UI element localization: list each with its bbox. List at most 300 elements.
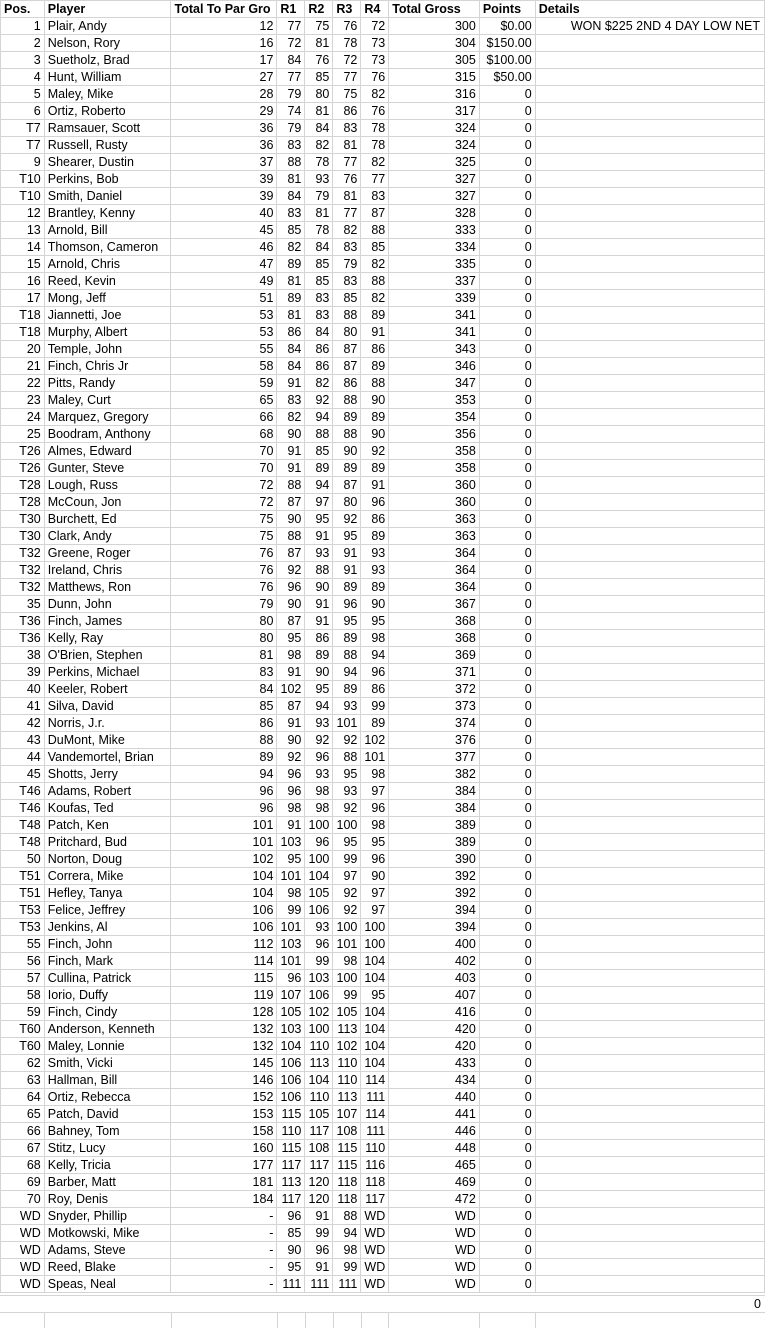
details-cell[interactable] — [535, 426, 764, 443]
details-cell[interactable] — [535, 953, 764, 970]
to-par-cell[interactable]: 102 — [171, 851, 277, 868]
r2-cell[interactable]: 75 — [305, 18, 333, 35]
player-cell[interactable]: DuMont, Mike — [44, 732, 171, 749]
player-cell[interactable]: Temple, John — [44, 341, 171, 358]
r4-cell[interactable]: 92 — [361, 443, 389, 460]
r2-cell[interactable]: 92 — [305, 392, 333, 409]
pos-cell[interactable]: T30 — [1, 528, 45, 545]
pos-cell[interactable]: T51 — [1, 885, 45, 902]
points-cell[interactable]: 0 — [479, 834, 535, 851]
r4-cell[interactable]: 82 — [361, 154, 389, 171]
pos-cell[interactable]: T51 — [1, 868, 45, 885]
details-cell[interactable] — [535, 970, 764, 987]
player-cell[interactable]: Maley, Curt — [44, 392, 171, 409]
to-par-cell[interactable]: 72 — [171, 494, 277, 511]
pos-cell[interactable]: 14 — [1, 239, 45, 256]
points-cell[interactable]: $50.00 — [479, 69, 535, 86]
gross-cell[interactable]: 392 — [389, 885, 480, 902]
r1-cell[interactable]: 95 — [277, 1259, 305, 1276]
r1-cell[interactable]: 98 — [277, 885, 305, 902]
to-par-cell[interactable]: 128 — [171, 1004, 277, 1021]
pos-cell[interactable]: 38 — [1, 647, 45, 664]
to-par-cell[interactable]: 37 — [171, 154, 277, 171]
r1-cell[interactable]: 98 — [277, 800, 305, 817]
gross-cell[interactable]: 376 — [389, 732, 480, 749]
player-cell[interactable]: Silva, David — [44, 698, 171, 715]
r4-cell[interactable]: 95 — [361, 834, 389, 851]
to-par-cell[interactable]: 115 — [171, 970, 277, 987]
r3-cell[interactable]: 93 — [333, 698, 361, 715]
r3-cell[interactable]: 115 — [333, 1140, 361, 1157]
points-cell[interactable]: 0 — [479, 800, 535, 817]
gross-cell[interactable]: 304 — [389, 35, 480, 52]
r3-cell[interactable]: 99 — [333, 987, 361, 1004]
to-par-cell[interactable]: 17 — [171, 52, 277, 69]
r2-cell[interactable]: 93 — [305, 171, 333, 188]
details-cell[interactable] — [535, 698, 764, 715]
r1-cell[interactable]: 101 — [277, 919, 305, 936]
r3-cell[interactable]: 85 — [333, 290, 361, 307]
r1-cell[interactable]: 79 — [277, 120, 305, 137]
r2-cell[interactable]: 95 — [305, 511, 333, 528]
r4-cell[interactable]: 104 — [361, 953, 389, 970]
r1-cell[interactable]: 83 — [277, 137, 305, 154]
r4-cell[interactable]: 86 — [361, 341, 389, 358]
r3-cell[interactable]: 110 — [333, 1072, 361, 1089]
to-par-cell[interactable]: 84 — [171, 681, 277, 698]
r3-cell[interactable]: 96 — [333, 596, 361, 613]
points-cell[interactable]: 0 — [479, 1123, 535, 1140]
gross-cell[interactable]: 374 — [389, 715, 480, 732]
r3-cell[interactable]: 83 — [333, 273, 361, 290]
r1-cell[interactable]: 98 — [277, 647, 305, 664]
r2-cell[interactable]: 84 — [305, 239, 333, 256]
points-cell[interactable]: 0 — [479, 1106, 535, 1123]
points-cell[interactable]: 0 — [479, 86, 535, 103]
r2-cell[interactable]: 85 — [305, 273, 333, 290]
pos-cell[interactable]: WD — [1, 1259, 45, 1276]
pos-cell[interactable]: 68 — [1, 1157, 45, 1174]
r2-cell[interactable]: 89 — [305, 460, 333, 477]
r2-cell[interactable]: 91 — [305, 596, 333, 613]
details-cell[interactable] — [535, 1089, 764, 1106]
r2-cell[interactable]: 104 — [305, 1072, 333, 1089]
r2-cell[interactable]: 98 — [305, 800, 333, 817]
gross-cell[interactable]: 347 — [389, 375, 480, 392]
gross-cell[interactable]: WD — [389, 1225, 480, 1242]
pos-cell[interactable]: T46 — [1, 800, 45, 817]
details-cell[interactable] — [535, 35, 764, 52]
pos-cell[interactable]: 12 — [1, 205, 45, 222]
player-cell[interactable]: Adams, Robert — [44, 783, 171, 800]
player-cell[interactable]: Pitts, Randy — [44, 375, 171, 392]
r4-cell[interactable]: 91 — [361, 477, 389, 494]
gross-cell[interactable]: 324 — [389, 137, 480, 154]
pos-cell[interactable]: 2 — [1, 35, 45, 52]
r3-cell[interactable]: 89 — [333, 409, 361, 426]
r3-cell[interactable]: 118 — [333, 1191, 361, 1208]
r4-cell[interactable]: 85 — [361, 239, 389, 256]
details-cell[interactable] — [535, 1208, 764, 1225]
pos-cell[interactable]: 24 — [1, 409, 45, 426]
player-cell[interactable]: Anderson, Kenneth — [44, 1021, 171, 1038]
player-cell[interactable]: Maley, Mike — [44, 86, 171, 103]
to-par-cell[interactable]: 36 — [171, 137, 277, 154]
gross-cell[interactable]: 465 — [389, 1157, 480, 1174]
r2-cell[interactable]: 81 — [305, 35, 333, 52]
to-par-cell[interactable]: 76 — [171, 545, 277, 562]
r3-cell[interactable]: 108 — [333, 1123, 361, 1140]
gross-cell[interactable]: 446 — [389, 1123, 480, 1140]
details-cell[interactable] — [535, 171, 764, 188]
to-par-cell[interactable]: 112 — [171, 936, 277, 953]
r2-cell[interactable]: 120 — [305, 1191, 333, 1208]
r2-cell[interactable]: 117 — [305, 1123, 333, 1140]
r1-cell[interactable]: 104 — [277, 1038, 305, 1055]
r3-cell[interactable]: 89 — [333, 579, 361, 596]
r1-cell[interactable]: 87 — [277, 613, 305, 630]
to-par-cell[interactable]: 80 — [171, 613, 277, 630]
r1-cell[interactable]: 87 — [277, 545, 305, 562]
details-cell[interactable] — [535, 800, 764, 817]
r4-cell[interactable]: WD — [361, 1225, 389, 1242]
details-cell[interactable] — [535, 919, 764, 936]
r2-cell[interactable]: 88 — [305, 562, 333, 579]
r4-cell[interactable]: 96 — [361, 851, 389, 868]
r4-cell[interactable]: 88 — [361, 375, 389, 392]
to-par-cell[interactable]: 146 — [171, 1072, 277, 1089]
player-cell[interactable]: Mong, Jeff — [44, 290, 171, 307]
to-par-cell[interactable]: 104 — [171, 868, 277, 885]
points-cell[interactable]: 0 — [479, 239, 535, 256]
r3-cell[interactable]: 118 — [333, 1174, 361, 1191]
to-par-cell[interactable]: 28 — [171, 86, 277, 103]
details-cell[interactable] — [535, 817, 764, 834]
points-cell[interactable]: 0 — [479, 970, 535, 987]
r1-cell[interactable]: 96 — [277, 579, 305, 596]
pos-cell[interactable]: 9 — [1, 154, 45, 171]
pos-cell[interactable]: 15 — [1, 256, 45, 273]
details-cell[interactable] — [535, 1140, 764, 1157]
gross-cell[interactable]: 400 — [389, 936, 480, 953]
r4-cell[interactable]: 76 — [361, 69, 389, 86]
details-cell[interactable] — [535, 103, 764, 120]
r3-cell[interactable]: 100 — [333, 919, 361, 936]
r3-cell[interactable]: 115 — [333, 1157, 361, 1174]
to-par-cell[interactable]: 53 — [171, 307, 277, 324]
points-cell[interactable]: 0 — [479, 171, 535, 188]
r2-cell[interactable]: 97 — [305, 494, 333, 511]
player-cell[interactable]: Ortiz, Rebecca — [44, 1089, 171, 1106]
pos-cell[interactable]: 62 — [1, 1055, 45, 1072]
pos-cell[interactable]: 42 — [1, 715, 45, 732]
to-par-cell[interactable]: 158 — [171, 1123, 277, 1140]
player-cell[interactable]: Vandemortel, Brian — [44, 749, 171, 766]
details-cell[interactable] — [535, 732, 764, 749]
pos-cell[interactable]: T30 — [1, 511, 45, 528]
pos-cell[interactable]: 20 — [1, 341, 45, 358]
r2-cell[interactable]: 84 — [305, 324, 333, 341]
r1-cell[interactable]: 92 — [277, 562, 305, 579]
r4-cell[interactable]: 82 — [361, 256, 389, 273]
r2-cell[interactable]: 82 — [305, 375, 333, 392]
player-cell[interactable]: Jenkins, Al — [44, 919, 171, 936]
player-cell[interactable]: Shearer, Dustin — [44, 154, 171, 171]
details-cell[interactable] — [535, 137, 764, 154]
r1-cell[interactable]: 95 — [277, 851, 305, 868]
points-cell[interactable]: 0 — [479, 477, 535, 494]
r1-cell[interactable]: 107 — [277, 987, 305, 1004]
gross-cell[interactable]: 384 — [389, 783, 480, 800]
player-cell[interactable]: Roy, Denis — [44, 1191, 171, 1208]
details-cell[interactable] — [535, 1225, 764, 1242]
player-cell[interactable]: Arnold, Chris — [44, 256, 171, 273]
points-cell[interactable]: 0 — [479, 120, 535, 137]
pos-cell[interactable]: T28 — [1, 494, 45, 511]
points-cell[interactable]: 0 — [479, 188, 535, 205]
r1-cell[interactable]: 85 — [277, 222, 305, 239]
points-cell[interactable]: 0 — [479, 545, 535, 562]
r2-cell[interactable]: 110 — [305, 1089, 333, 1106]
r1-cell[interactable]: 106 — [277, 1089, 305, 1106]
pos-cell[interactable]: 16 — [1, 273, 45, 290]
r4-cell[interactable]: 82 — [361, 86, 389, 103]
to-par-cell[interactable]: 59 — [171, 375, 277, 392]
r4-cell[interactable]: 104 — [361, 970, 389, 987]
r3-cell[interactable]: 111 — [333, 1276, 361, 1293]
player-cell[interactable]: Koufas, Ted — [44, 800, 171, 817]
player-cell[interactable]: Correra, Mike — [44, 868, 171, 885]
r1-cell[interactable]: 103 — [277, 1021, 305, 1038]
player-cell[interactable]: Finch, James — [44, 613, 171, 630]
r1-cell[interactable]: 105 — [277, 1004, 305, 1021]
player-cell[interactable]: Stitz, Lucy — [44, 1140, 171, 1157]
r4-cell[interactable]: 95 — [361, 987, 389, 1004]
r3-cell[interactable]: 110 — [333, 1055, 361, 1072]
r2-cell[interactable]: 90 — [305, 664, 333, 681]
gross-cell[interactable]: 363 — [389, 511, 480, 528]
points-cell[interactable]: 0 — [479, 290, 535, 307]
player-cell[interactable]: Ireland, Chris — [44, 562, 171, 579]
details-cell[interactable] — [535, 511, 764, 528]
points-cell[interactable]: 0 — [479, 1157, 535, 1174]
pos-cell[interactable]: T28 — [1, 477, 45, 494]
r4-cell[interactable]: 93 — [361, 562, 389, 579]
points-cell[interactable]: 0 — [479, 1276, 535, 1293]
points-cell[interactable]: 0 — [479, 1072, 535, 1089]
player-cell[interactable]: Shotts, Jerry — [44, 766, 171, 783]
to-par-cell[interactable]: 101 — [171, 817, 277, 834]
r2-cell[interactable]: 81 — [305, 103, 333, 120]
gross-cell[interactable]: 333 — [389, 222, 480, 239]
points-cell[interactable]: 0 — [479, 613, 535, 630]
r3-cell[interactable]: 89 — [333, 460, 361, 477]
r4-cell[interactable]: 104 — [361, 1021, 389, 1038]
r3-cell[interactable]: 72 — [333, 52, 361, 69]
r4-cell[interactable]: 114 — [361, 1072, 389, 1089]
to-par-cell[interactable]: - — [171, 1208, 277, 1225]
r2-cell[interactable]: 108 — [305, 1140, 333, 1157]
r2-cell[interactable]: 102 — [305, 1004, 333, 1021]
points-cell[interactable]: 0 — [479, 919, 535, 936]
details-cell[interactable] — [535, 749, 764, 766]
gross-cell[interactable]: 328 — [389, 205, 480, 222]
to-par-cell[interactable]: 132 — [171, 1038, 277, 1055]
gross-cell[interactable]: 327 — [389, 188, 480, 205]
gross-cell[interactable]: 394 — [389, 902, 480, 919]
r2-cell[interactable]: 95 — [305, 681, 333, 698]
details-cell[interactable] — [535, 222, 764, 239]
r4-cell[interactable]: WD — [361, 1208, 389, 1225]
r2-cell[interactable]: 106 — [305, 987, 333, 1004]
header-total-gross[interactable]: Total Gross — [389, 1, 480, 18]
r3-cell[interactable]: 80 — [333, 324, 361, 341]
player-cell[interactable]: Nelson, Rory — [44, 35, 171, 52]
r1-cell[interactable]: 115 — [277, 1140, 305, 1157]
player-cell[interactable]: Motkowski, Mike — [44, 1225, 171, 1242]
r2-cell[interactable]: 105 — [305, 885, 333, 902]
to-par-cell[interactable]: 12 — [171, 18, 277, 35]
r3-cell[interactable]: 94 — [333, 664, 361, 681]
gross-cell[interactable]: 327 — [389, 171, 480, 188]
r3-cell[interactable]: 87 — [333, 477, 361, 494]
gross-cell[interactable]: 472 — [389, 1191, 480, 1208]
r4-cell[interactable]: 90 — [361, 426, 389, 443]
details-cell[interactable] — [535, 1072, 764, 1089]
pos-cell[interactable]: 43 — [1, 732, 45, 749]
points-cell[interactable]: 0 — [479, 1225, 535, 1242]
gross-cell[interactable]: 433 — [389, 1055, 480, 1072]
r1-cell[interactable]: 90 — [277, 596, 305, 613]
to-par-cell[interactable]: 75 — [171, 511, 277, 528]
details-cell[interactable] — [535, 52, 764, 69]
details-cell[interactable] — [535, 1021, 764, 1038]
r3-cell[interactable]: 101 — [333, 936, 361, 953]
r2-cell[interactable]: 96 — [305, 1242, 333, 1259]
details-cell[interactable] — [535, 630, 764, 647]
points-cell[interactable]: 0 — [479, 1191, 535, 1208]
r4-cell[interactable]: 78 — [361, 120, 389, 137]
pos-cell[interactable]: 1 — [1, 18, 45, 35]
gross-cell[interactable]: 316 — [389, 86, 480, 103]
r3-cell[interactable]: 89 — [333, 630, 361, 647]
r4-cell[interactable]: 100 — [361, 919, 389, 936]
gross-cell[interactable]: 441 — [389, 1106, 480, 1123]
details-cell[interactable] — [535, 868, 764, 885]
details-cell[interactable] — [535, 885, 764, 902]
header-r4[interactable]: R4 — [361, 1, 389, 18]
r3-cell[interactable]: 83 — [333, 120, 361, 137]
details-cell[interactable] — [535, 307, 764, 324]
to-par-cell[interactable]: 40 — [171, 205, 277, 222]
to-par-cell[interactable]: 101 — [171, 834, 277, 851]
player-cell[interactable]: Ortiz, Roberto — [44, 103, 171, 120]
r2-cell[interactable]: 105 — [305, 1106, 333, 1123]
r2-cell[interactable]: 93 — [305, 919, 333, 936]
r3-cell[interactable]: 78 — [333, 35, 361, 52]
to-par-cell[interactable]: 132 — [171, 1021, 277, 1038]
r1-cell[interactable]: 91 — [277, 460, 305, 477]
r1-cell[interactable]: 115 — [277, 1106, 305, 1123]
gross-cell[interactable]: 358 — [389, 460, 480, 477]
pos-cell[interactable]: 57 — [1, 970, 45, 987]
r4-cell[interactable]: 98 — [361, 817, 389, 834]
r2-cell[interactable]: 94 — [305, 698, 333, 715]
gross-cell[interactable]: 392 — [389, 868, 480, 885]
points-cell[interactable]: 0 — [479, 1140, 535, 1157]
r2-cell[interactable]: 110 — [305, 1038, 333, 1055]
r1-cell[interactable]: 117 — [277, 1191, 305, 1208]
r1-cell[interactable]: 103 — [277, 936, 305, 953]
r2-cell[interactable]: 99 — [305, 953, 333, 970]
r3-cell[interactable]: 99 — [333, 1259, 361, 1276]
gross-cell[interactable]: 402 — [389, 953, 480, 970]
to-par-cell[interactable]: 70 — [171, 460, 277, 477]
gross-cell[interactable]: 353 — [389, 392, 480, 409]
gross-cell[interactable]: 339 — [389, 290, 480, 307]
player-cell[interactable]: Perkins, Bob — [44, 171, 171, 188]
player-cell[interactable]: Hunt, William — [44, 69, 171, 86]
r1-cell[interactable]: 106 — [277, 1072, 305, 1089]
details-cell[interactable] — [535, 239, 764, 256]
r1-cell[interactable]: 81 — [277, 273, 305, 290]
header-total-to-par[interactable]: Total To Par Gro — [171, 1, 277, 18]
r1-cell[interactable]: 90 — [277, 511, 305, 528]
pos-cell[interactable]: 25 — [1, 426, 45, 443]
gross-cell[interactable]: 356 — [389, 426, 480, 443]
player-cell[interactable]: Dunn, John — [44, 596, 171, 613]
player-cell[interactable]: Thomson, Cameron — [44, 239, 171, 256]
gross-cell[interactable]: 407 — [389, 987, 480, 1004]
to-par-cell[interactable]: 88 — [171, 732, 277, 749]
r1-cell[interactable]: 91 — [277, 664, 305, 681]
gross-cell[interactable]: 420 — [389, 1038, 480, 1055]
player-cell[interactable]: Greene, Roger — [44, 545, 171, 562]
r1-cell[interactable]: 117 — [277, 1157, 305, 1174]
r2-cell[interactable]: 88 — [305, 426, 333, 443]
r2-cell[interactable]: 120 — [305, 1174, 333, 1191]
r4-cell[interactable]: 76 — [361, 103, 389, 120]
to-par-cell[interactable]: 76 — [171, 562, 277, 579]
player-cell[interactable]: Keeler, Robert — [44, 681, 171, 698]
r4-cell[interactable]: 89 — [361, 307, 389, 324]
to-par-cell[interactable]: 160 — [171, 1140, 277, 1157]
r4-cell[interactable]: 89 — [361, 579, 389, 596]
pos-cell[interactable]: T46 — [1, 783, 45, 800]
r2-cell[interactable]: 89 — [305, 647, 333, 664]
r3-cell[interactable]: 79 — [333, 256, 361, 273]
r3-cell[interactable]: 88 — [333, 426, 361, 443]
details-cell[interactable] — [535, 392, 764, 409]
pos-cell[interactable]: 59 — [1, 1004, 45, 1021]
r4-cell[interactable]: 72 — [361, 18, 389, 35]
gross-cell[interactable]: 403 — [389, 970, 480, 987]
player-cell[interactable]: Finch, Cindy — [44, 1004, 171, 1021]
r1-cell[interactable]: 106 — [277, 1055, 305, 1072]
header-details[interactable]: Details — [535, 1, 764, 18]
r2-cell[interactable]: 91 — [305, 1259, 333, 1276]
pos-cell[interactable]: T53 — [1, 919, 45, 936]
r4-cell[interactable]: 101 — [361, 749, 389, 766]
points-cell[interactable]: 0 — [479, 511, 535, 528]
r4-cell[interactable]: 88 — [361, 222, 389, 239]
player-cell[interactable]: Maley, Lonnie — [44, 1038, 171, 1055]
player-cell[interactable]: Finch, Chris Jr — [44, 358, 171, 375]
to-par-cell[interactable]: 27 — [171, 69, 277, 86]
gross-cell[interactable]: 368 — [389, 613, 480, 630]
pos-cell[interactable]: 23 — [1, 392, 45, 409]
header-r2[interactable]: R2 — [305, 1, 333, 18]
